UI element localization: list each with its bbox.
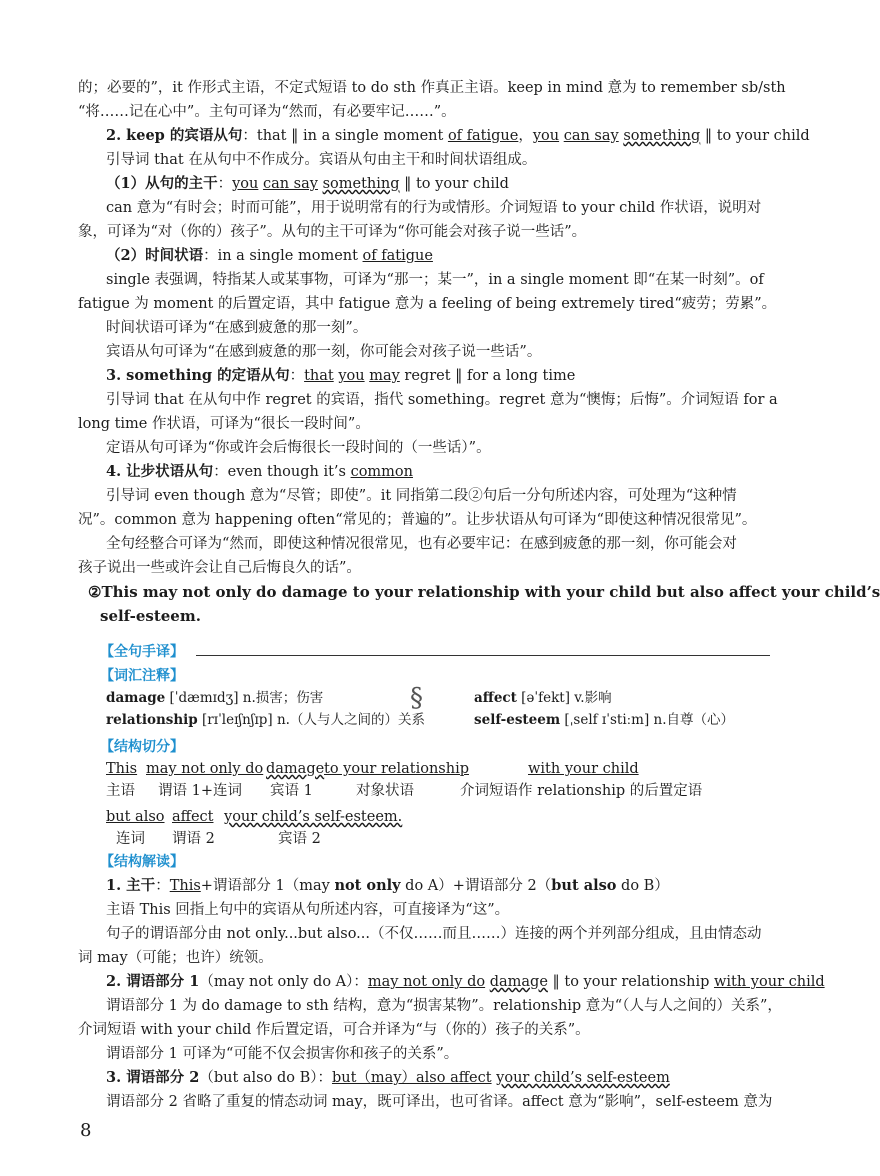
vocab-definition: [əˈfekt] v.影响 [516,690,612,706]
vocab-word: affect [474,690,517,706]
text-span: ： [155,878,170,894]
segment-predicate2: affect [172,809,214,825]
vocab-definition: [ˈdæmɪdʒ] n.损害；伤害 [165,690,324,706]
text-line: 时间状语可译为“在感到疲惫的那一刻”。 [106,320,368,336]
text-line: 全句经整合可译为“然而，即使这种情况很常见，也有必要牢记：在感到疲惫的那一刻，你可能会对 [106,536,737,552]
text-span: ‖ to your relationship [547,974,714,990]
text-line: 谓语部分 2 省略了重复的情态动词 may，既可译出，也可省译。affect 意为“影响”，self-esteem 意为 [106,1094,773,1110]
text-span: ：in a single moment [203,248,363,264]
segment-predicate1: may not only do [146,761,264,777]
translate-heading: 【全句手译】 [100,644,184,660]
target-sentence-cont: self-esteem. [100,607,201,625]
object-wavy-underline: damage [489,974,548,990]
heading-label: 4. 让步状语从句 [106,463,214,480]
text-line: 孩子说出一些或许会让自己后悔良久的话”。 [78,560,361,576]
analysis-main-trunk [106,874,770,898]
text-line: single 表强调，特指某人或某事物，可译为“那一；某一”，in a single moment 即“在某一时刻”。of [106,272,764,288]
text-span: ， [518,128,533,144]
heading-label: （2）时间状语 [106,247,204,264]
text-span: ‖ to your child [700,128,810,144]
text-line: 句子的谓语部分由 not only...but also...（不仅……而且……）连接的两个并列部分组成，且由情态动 [106,926,762,942]
label-object1: 宾语 1 [270,783,313,799]
text-span: （may not only do A）： [199,974,368,990]
page-number: 8 [80,1120,92,1141]
structure-heading: 【结构切分】 [100,739,184,755]
segment-attributive: with your child [528,761,639,777]
underlined-word: common [350,464,413,480]
vocab-definition: [rɪˈleɪʃnʃɪp] n.（人与人之间的）关系 [197,712,425,728]
vocab-entry-damage [106,687,323,709]
text-line: 的；必要的”，it 作形式主语，不定式短语 to do sth 作真正主语。keep in mind 意为 to remember sb/sth [78,80,786,96]
heading-label: 3. 谓语部分 2 [106,1069,200,1086]
translation-blank-line[interactable] [196,655,770,656]
underlined-word: that [304,368,334,384]
heading-label: 2. 谓语部分 1 [106,973,200,990]
heading-label: 1. 主干 [106,877,156,894]
text-line: “将……记在心中”。主句可译为“然而，有必要牢记……”。 [78,104,456,120]
text-span: ： [289,368,305,384]
text-span: +谓语部分 1（may [200,878,335,894]
vocab-word: damage [106,690,166,706]
heading-label: （1）从句的主干 [106,175,218,192]
text-line: 谓语部分 1 为 do damage to sth 结构，意为“损害某物”。relationship 意为“（人与人之间的）关系”， [106,998,782,1014]
text-line: fatigue 为 moment 的后置定语，其中 fatigue 意为 a feeling of being extremely tired“疲劳；劳累”。 [78,296,777,312]
subheading-main-clause [106,172,770,196]
text-line: 谓语部分 1 可译为“可能不仅会损害你和孩子的关系”。 [106,1046,459,1062]
vocab-entry-affect [474,687,612,709]
analysis-heading: 【结构解读】 [100,854,184,870]
label-predicate1: 谓语 1+连词 [158,783,242,799]
text-line: 引导词 that 在从句中作 regret 的宾语，指代 something。regret 意为“懊悔；后悔”。介词短语 for a [106,392,778,408]
text-line: 宾语从句可译为“在感到疲惫的那一刻，你可能会对孩子说一些话”。 [106,344,542,360]
label-predicate2: 谓语 2 [172,831,215,847]
label-conjunction: 连词 [116,831,145,847]
subject-underline: you [338,368,365,384]
text-span: ： [217,176,233,192]
bold-word: not only [334,877,401,894]
segment-object2: your child’s self-esteem. [224,809,403,825]
vocab-definition: [ˌself ɪˈstiːm] n.自尊（心） [560,712,735,728]
label-object2: 宾语 2 [278,831,321,847]
predicate-underline: may not only do [367,974,486,990]
text-span: ：that ‖ in a single moment [242,128,448,144]
underlined-phrase: of fatigue [362,248,433,264]
object-wavy-underline: something [322,176,400,192]
predicate-underline: can say [262,176,318,192]
bold-word: but also [551,877,617,894]
analysis-predicate2 [106,1066,770,1090]
subject-underline: you [232,176,259,192]
vocab-heading: 【词汇注释】 [100,668,184,684]
label-adverbial: 对象状语 [356,783,414,799]
text-line: 介词短语 with your child 作后置定语，可合并译为“与（你的）孩子的关系”。 [78,1022,590,1038]
text-span: ：even though it’s [213,464,351,480]
segment-subject: This [106,761,138,777]
text-line: 象，可译为“对（你的）孩子”。从句的主干可译为“你可能会对孩子说一些话”。 [78,224,587,240]
subject-underline: This [169,878,201,894]
text-span: （but also do B）： [199,1070,332,1086]
segment-object1: damage [266,761,325,777]
target-sentence: ②This may not only do damage to your relationship with your child but also affect your child’s [88,583,880,601]
segment-conjunction: but also [106,809,165,825]
section-heading-object-clause [106,124,810,148]
segment-adverbial: to your relationship [324,761,469,777]
text-line: 主语 This 回指上句中的宾语从句所述内容，可直接译为“这”。 [106,902,510,918]
label-attributive: 介词短语作 relationship 的后置定语 [460,783,703,799]
text-line: 况”。common 意为 happening often“常见的；普遍的”。让步状语从句可译为“即使这种情况很常见”。 [78,512,757,528]
text-span: do B） [616,878,669,894]
heading-label: 3. something 的定语从句 [106,367,290,384]
text-line: long time 作状语，可译为“很长一段时间”。 [78,416,370,432]
vocab-entry-relationship [106,709,425,731]
section-heading-attributive-clause [106,364,770,388]
subheading-time-adverbial [106,244,770,268]
subject-underline: you [532,128,560,144]
label-subject: 主语 [106,783,135,799]
predicate-underline: but（may）also affect [331,1070,492,1086]
vocab-word: self-esteem [474,712,561,728]
analysis-predicate1 [106,970,825,994]
text-line: 词 may（可能；也许）统领。 [78,950,273,966]
text-line: can 意为“有时会；时而可能”，用于说明常有的行为或情形。介词短语 to your child 作状语，说明对 [106,200,762,216]
attributive-underline: with your child [713,974,825,990]
text-span: regret ‖ for a long time [399,368,576,384]
predicate-underline: may [369,368,400,384]
vocab-entry-self-esteem [474,709,734,731]
text-line: 引导词 even though 意为“尽管；即使”。it 同指第二段②句后一分句所述内容，可处理为“这种情 [106,488,737,504]
vocab-divider-icon: § [410,683,423,713]
underlined-phrase: of fatigue [447,128,519,144]
text-span: do A）+谓语部分 2（ [400,878,552,894]
object-wavy-underline: your child’s self-esteem [496,1070,670,1086]
object-wavy-underline: something [623,128,701,144]
text-line: 引导词 that 在从句中不作成分。宾语从句由主干和时间状语组成。 [106,152,537,168]
section-heading-concessive-clause [106,460,770,484]
text-span: ‖ to your child [399,176,509,192]
text-line: 定语从句可译为“你或许会后悔很长一段时间的（一些话）”。 [106,440,491,456]
heading-label: 2. keep 的宾语从句 [106,127,243,144]
vocab-word: relationship [106,712,198,728]
predicate-underline: can say [563,128,619,144]
